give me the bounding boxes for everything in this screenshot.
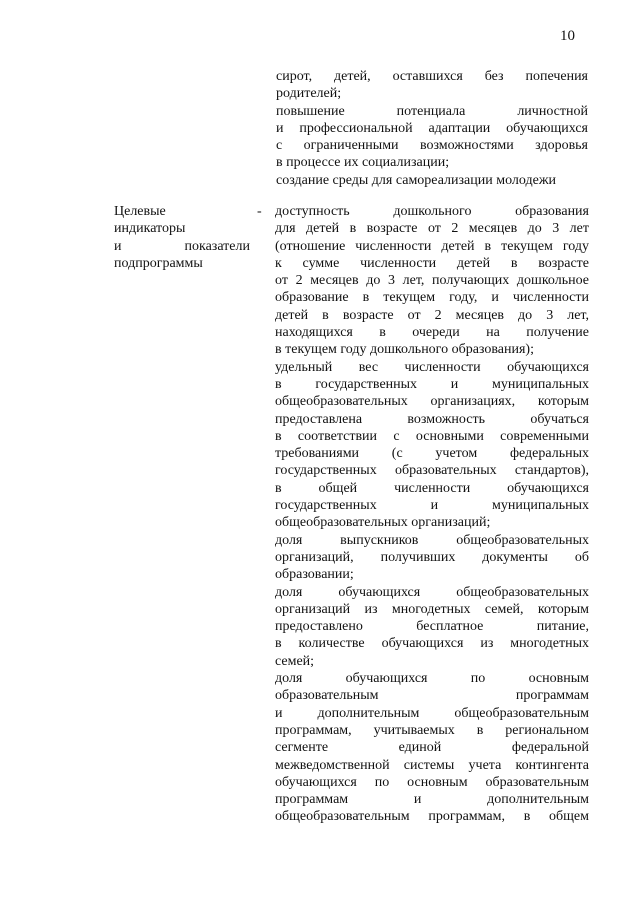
text-line: общеобразовательным программам, в общем [275,809,589,825]
text-line: организаций, получивших документы об [275,549,589,565]
text-line: повышение потенциала личностной [276,103,588,119]
text-line: образование в текущем году, и численности [275,290,589,306]
text-line: доступность дошкольного образования [275,204,589,219]
page-number: 10 [560,28,575,44]
text-line: общеобразовательных организациях, которым [275,394,589,410]
text-line: в процессе их социализации; [276,155,450,171]
text-line: образовательным программам [275,688,589,704]
text-line: программам, учитываемых в региональном [275,722,589,738]
text-line: сирот, детей, оставшихся без попечения [276,69,588,84]
text-line: в государственных и муниципальных [275,376,589,392]
indicators-text [275,203,589,826]
text-line: от 2 месяцев до 3 лет, получающих дошкольное [275,273,589,289]
text-line: с ограниченными возможностями здоровья [276,138,588,154]
text-line: родителей; [276,86,342,102]
text-line: и профессиональной адаптации обучающихся [276,120,588,136]
text-line: доля выпускников общеобразовательных [275,532,589,548]
text-line: требованиями (с учетом федеральных [275,446,589,462]
text-line: (отношение численности детей в текущем году [275,238,589,254]
text-line: государственных образовательных стандартов), [275,463,589,479]
label-separator: - [257,204,262,219]
text-line: предоставлена возможность обучаться [275,411,589,427]
label-line: Целевые [114,204,166,219]
text-line: обучающихся по основным образовательным [275,774,589,790]
text-line: общеобразовательных организаций; [275,515,491,531]
label-line: и показатели [114,238,250,254]
objectives-continuation [276,68,588,189]
section-label [114,203,250,272]
text-line: программам и дополнительным [275,792,589,808]
text-line: образовании; [275,567,354,583]
text-line: сегменте единой федеральной [275,740,589,756]
text-line: детей в возрасте от 2 месяцев до 3 лет, [275,307,589,323]
text-line: создание среды для самореализации молодежи [276,172,556,188]
text-line: к сумме численности детей в возрасте [275,255,589,271]
text-line: межведомственной системы учета контингента [275,757,589,773]
text-line: находящихся в очереди на получение [275,325,589,341]
label-line: индикаторы [114,221,186,237]
text-line: организаций из многодетных семей, которым [275,601,589,617]
text-line: для детей в возрасте от 2 месяцев до 3 лет [275,221,589,237]
text-line: государственных и муниципальных [275,498,589,514]
text-line: в общей численности обучающихся [275,480,589,496]
text-line: доля обучающихся общеобразовательных [275,584,589,600]
text-line: и дополнительным общеобразовательным [275,705,589,721]
text-line: в соответствии с основными современными [275,428,589,444]
text-line: доля обучающихся по основным [275,671,589,687]
text-line: предоставлено бесплатное питание, [275,619,589,635]
label-line: подпрограммы [114,255,203,271]
text-line: в текущем году дошкольного образования); [275,342,534,358]
text-line: удельный вес численности обучающихся [275,359,589,375]
text-line: в количестве обучающихся из многодетных [275,636,589,652]
text-line: семей; [275,653,315,669]
